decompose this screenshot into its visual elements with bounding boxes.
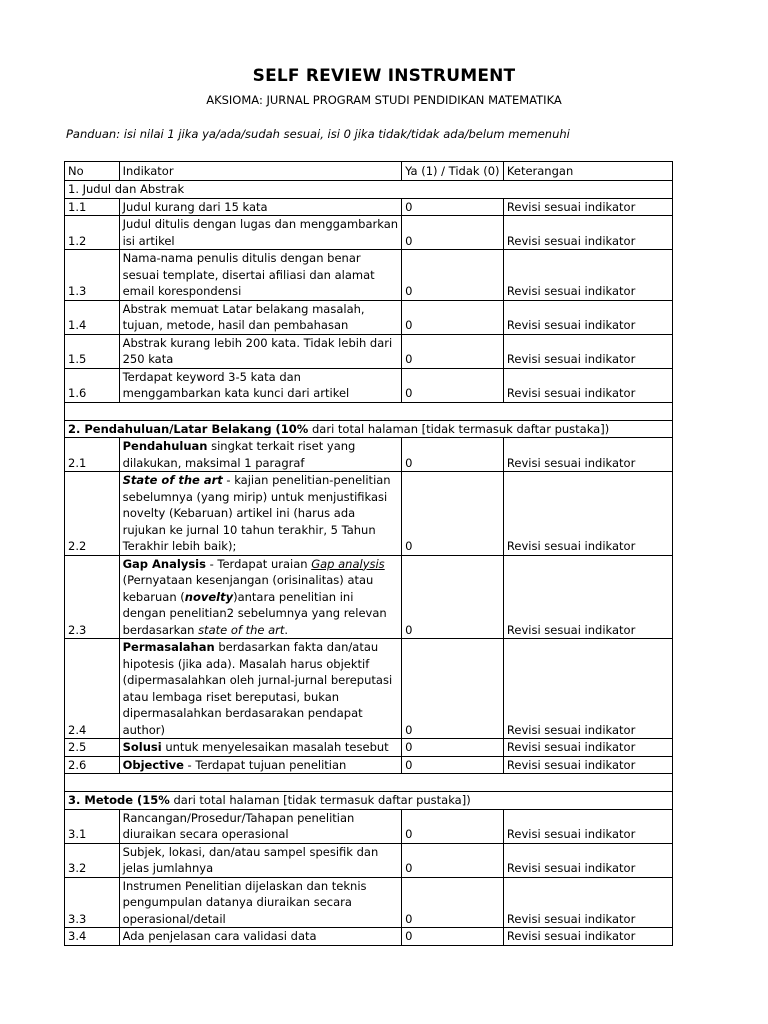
indicator-text: )antara penelitian ini dengan penelitian2 sebelumnya yang relevan berdasarkan	[122, 589, 387, 637]
section-header-1	[65, 181, 673, 199]
row-number: 2.6	[65, 756, 120, 774]
header-value: Ya (1) / Tidak (0)	[402, 162, 504, 181]
header-no: No	[65, 162, 120, 181]
header-keterangan: Keterangan	[503, 162, 672, 181]
row-number: 1.5	[65, 334, 120, 368]
table-row	[65, 809, 673, 843]
table-row	[65, 739, 673, 757]
row-indicator: Terdapat keyword 3-5 kata dan menggambarkan kata kunci dari artikel	[119, 368, 401, 402]
row-number: 3.4	[65, 928, 120, 946]
section-header-3	[65, 792, 673, 810]
row-value[interactable]: 0	[402, 928, 504, 946]
table-row	[65, 300, 673, 334]
row-value[interactable]: 0	[402, 877, 504, 928]
row-note: Revisi sesuai indikator	[503, 928, 672, 946]
table-row	[65, 334, 673, 368]
row-value[interactable]: 0	[402, 756, 504, 774]
table-row	[65, 843, 673, 877]
row-value[interactable]: 0	[402, 216, 504, 250]
section-header-2	[65, 420, 673, 438]
row-note: Revisi sesuai indikator	[503, 843, 672, 877]
row-value[interactable]: 0	[402, 438, 504, 472]
table-row	[65, 877, 673, 928]
row-indicator	[119, 438, 401, 472]
table-row	[65, 555, 673, 639]
row-note: Revisi sesuai indikator	[503, 472, 672, 556]
row-note: Revisi sesuai indikator	[503, 216, 672, 250]
spacer-row	[65, 774, 673, 792]
indicator-keyword: State of the art	[122, 473, 223, 487]
row-number: 1.2	[65, 216, 120, 250]
row-value[interactable]: 0	[402, 555, 504, 639]
row-value[interactable]: 0	[402, 843, 504, 877]
table-row	[65, 250, 673, 301]
indicator-keyword: Pendahuluan	[122, 439, 208, 453]
indicator-text: (Pernyataan kesenjangan (orisinalitas) atau kebaruan (	[122, 573, 374, 604]
indicator-underlined-term: Gap analysis	[311, 556, 385, 571]
section-title	[65, 420, 673, 438]
row-number: 3.1	[65, 809, 120, 843]
row-indicator	[119, 756, 401, 774]
row-number: 2.5	[65, 739, 120, 757]
document-subtitle: AKSIOMA: JURNAL PROGRAM STUDI PENDIDIKAN MATEMATIKA	[206, 93, 562, 107]
indicator-text: singkat terkait riset yang dilakukan, maksimal 1 paragraf	[122, 439, 356, 470]
table-row	[65, 438, 673, 472]
table-row	[65, 756, 673, 774]
row-note: Revisi sesuai indikator	[503, 555, 672, 639]
row-indicator: Subjek, lokasi, dan/atau sampel spesifik dan jelas jumlahnya	[119, 843, 401, 877]
row-number: 3.3	[65, 877, 120, 928]
table-row	[65, 216, 673, 250]
section-title-rest: dari total halaman [tidak termasuk daftar pustaka])	[169, 793, 471, 807]
row-value[interactable]: 0	[402, 198, 504, 216]
row-value[interactable]: 0	[402, 334, 504, 368]
indicator-italic-term: state of the art	[198, 622, 285, 637]
section-title-bold: 3. Metode (15%	[68, 793, 170, 807]
section-title: 1. Judul dan Abstrak	[65, 181, 673, 199]
indicator-keyword: Objective	[122, 757, 184, 772]
row-indicator: Instrumen Penelitian dijelaskan dan teknis pengumpulan datanya diuraikan secara operasional/detail	[119, 877, 401, 928]
row-note: Revisi sesuai indikator	[503, 368, 672, 402]
row-indicator: Judul kurang dari 15 kata	[119, 198, 401, 216]
row-note: Revisi sesuai indikator	[503, 250, 672, 301]
table-row	[65, 928, 673, 946]
row-number: 2.2	[65, 472, 120, 556]
spacer-row	[65, 402, 673, 420]
table-row	[65, 198, 673, 216]
indicator-emphasis: novelty	[184, 589, 234, 604]
row-number: 1.4	[65, 300, 120, 334]
table-row	[65, 639, 673, 739]
indicator-text: berdasarkan fakta dan/atau hipotesis (jika ada). Masalah harus objektif (dipermasalahkan oleh jurnal-jurnal bereputasi atau lembaga riset bereputasi, bukan dipermasalahkan berdasarakan pendapat author)	[122, 640, 393, 737]
indicator-text: - kajian penelitian-penelitian sebelumnya (yang mirip) untuk menjustifikasi novelty (Kebaruan) artikel ini (harus ada rujukan ke jurnal 10 tahun terakhir, 5 Tahun Terakhir lebih baik);	[122, 473, 391, 553]
row-number: 2.1	[65, 438, 120, 472]
row-note: Revisi sesuai indikator	[503, 438, 672, 472]
indicator-text: .	[284, 622, 289, 637]
row-indicator	[119, 472, 401, 556]
header-indikator: Indikator	[119, 162, 401, 181]
table-row	[65, 368, 673, 402]
row-value[interactable]: 0	[402, 739, 504, 757]
row-value[interactable]: 0	[402, 250, 504, 301]
row-note: Revisi sesuai indikator	[503, 809, 672, 843]
row-number: 2.3	[65, 555, 120, 639]
indicator-keyword: Gap Analysis	[122, 556, 206, 571]
row-number: 1.6	[65, 368, 120, 402]
guide-text: Panduan: isi nilai 1 jika ya/ada/sudah sesuai, isi 0 jika tidak/tidak ada/belum memenuhi	[66, 127, 570, 141]
indicator-text: untuk menyelesaikan masalah tesebut	[161, 740, 389, 754]
row-indicator	[119, 555, 401, 639]
row-value[interactable]: 0	[402, 368, 504, 402]
section-title-bold: 2. Pendahuluan/Latar Belakang (10%	[68, 421, 309, 436]
row-value[interactable]: 0	[402, 472, 504, 556]
row-note: Revisi sesuai indikator	[503, 334, 672, 368]
indicator-text: - Terdapat tujuan penelitian	[183, 757, 347, 772]
row-value[interactable]: 0	[402, 639, 504, 739]
section-title-rest: dari total halaman [tidak termasuk daftar pustaka])	[308, 421, 610, 436]
row-note: Revisi sesuai indikator	[503, 300, 672, 334]
indicator-text: - Terdapat uraian	[205, 556, 312, 571]
row-indicator: Nama-nama penulis ditulis dengan benar sesuai template, disertai afiliasi dan alamat email korespondensi	[119, 250, 401, 301]
row-note: Revisi sesuai indikator	[503, 198, 672, 216]
table-row	[65, 472, 673, 556]
row-value[interactable]: 0	[402, 809, 504, 843]
row-note: Revisi sesuai indikator	[503, 756, 672, 774]
row-indicator: Abstrak memuat Latar belakang masalah, tujuan, metode, hasil dan pembahasan	[119, 300, 401, 334]
review-table	[64, 161, 673, 946]
row-note: Revisi sesuai indikator	[503, 639, 672, 739]
row-indicator: Judul ditulis dengan lugas dan menggambarkan isi artikel	[119, 216, 401, 250]
row-value[interactable]: 0	[402, 300, 504, 334]
row-number: 1.1	[65, 198, 120, 216]
row-indicator	[119, 639, 401, 739]
row-indicator: Ada penjelasan cara validasi data	[119, 928, 401, 946]
row-indicator	[119, 739, 401, 757]
document-title: SELF REVIEW INSTRUMENT	[252, 66, 516, 86]
indicator-keyword: Solusi	[122, 740, 162, 754]
section-title	[65, 792, 673, 810]
row-note: Revisi sesuai indikator	[503, 877, 672, 928]
row-indicator: Abstrak kurang lebih 200 kata. Tidak lebih dari 250 kata	[119, 334, 401, 368]
table-header-row	[65, 162, 673, 181]
row-indicator: Rancangan/Prosedur/Tahapan penelitian diuraikan secara operasional	[119, 809, 401, 843]
row-number: 2.4	[65, 639, 120, 739]
indicator-keyword: Permasalahan	[122, 640, 215, 654]
row-number: 3.2	[65, 843, 120, 877]
row-note: Revisi sesuai indikator	[503, 739, 672, 757]
row-number: 1.3	[65, 250, 120, 301]
